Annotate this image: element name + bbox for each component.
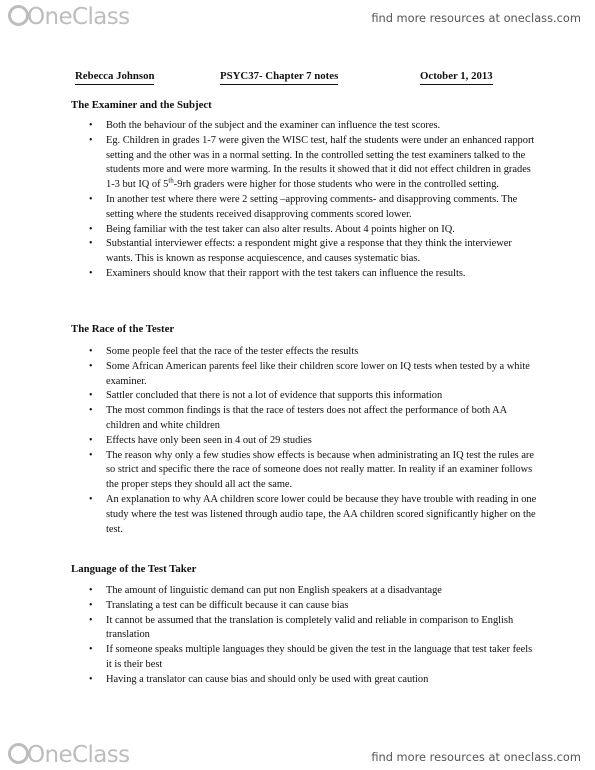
list-item: • The reason why only a few studies show effects is because when administrating an IQ test the rules are so strict and specific there the race of someone does not really matter. In reality if an examiner follows the proper steps they should all act the same.	[89, 449, 535, 491]
bullet-icon: •	[89, 390, 93, 402]
bullet-icon: •	[89, 449, 93, 461]
oneclass-logo[interactable]	[8, 4, 130, 30]
list-item: • If someone speaks multiple languages they should be given the test in the language that test taker feels it is their best	[89, 644, 533, 670]
list-item: • Both the behaviour of the subject and the examiner can influence the test scores.	[70, 119, 540, 134]
bullet-icon: •	[89, 405, 93, 417]
bullet-icon: •	[89, 493, 93, 505]
author-name: Rebecca Johnson	[75, 69, 154, 85]
wisc-study-text: Eg. Children in grades 1-7 were given the WISC test, half the students were under an enhanced rapport setting and the other was in a normal setting. In the controlled setting the test examiners talked to the students more and were more warming. In the results it showed that it did not effect children in grades 1-3 but IQ of 5th-9rh graders were higher for those students who were in the controlled setting.	[106, 134, 535, 191]
logo-ring-icon	[8, 743, 29, 764]
bullet-icon: •	[89, 360, 93, 372]
list-item: • Sattler concluded that there is not a lot of evidence that supports this information	[70, 389, 540, 404]
bullet-icon: •	[89, 614, 93, 626]
course-title: PSYC37- Chapter 7 notes	[220, 69, 338, 85]
top-banner	[0, 0, 595, 40]
resources-link[interactable]: find more resources at oneclass.com	[371, 11, 581, 25]
bullet-icon: •	[89, 238, 93, 250]
list-item: • The amount of linguistic demand can put non English speakers at a disadvantage	[70, 584, 540, 599]
bullet-icon: •	[89, 134, 93, 146]
list-item: • Examiners should know that their rapport with the test takers can influence the results.	[70, 267, 540, 282]
bullet-icon: •	[89, 223, 93, 235]
list-item: • The most common findings is that the race of testers does not affect the performance of both AA children and white children	[89, 405, 507, 431]
list-item: • An explanation to why AA children score lower could be because they have trouble with reading in one study where the test was listened through audio tape, the AA children scored significantly higher on the test.	[89, 493, 537, 535]
bullet-icon: •	[89, 644, 93, 656]
bullet-icon: •	[89, 599, 93, 611]
logo-text: OneClass	[27, 4, 130, 30]
notes-date: October 1, 2013	[420, 69, 493, 85]
list-item: • In another test where there were 2 setting –approving comments- and disapproving comments. The setting where the students received disapproving comments scored lower.	[89, 193, 518, 220]
notes-header	[0, 69, 595, 85]
list-item: • Translating a test can be difficult because it can cause bias	[70, 599, 540, 614]
bullet-icon: •	[89, 193, 93, 205]
logo-ring-icon	[8, 5, 29, 26]
list-item: • Having a translator can cause bias and should only be used with great caution	[70, 673, 540, 688]
list-item: • Being familiar with the test taker can also alter results. About 4 points higher on IQ.	[70, 223, 540, 238]
bullet-list	[70, 584, 540, 688]
bullet-list	[70, 119, 540, 282]
bullet-icon: •	[89, 267, 93, 279]
list-item: • It cannot be assumed that the translation is completely valid and reliable in comparison to English translation	[89, 614, 514, 641]
list-item: • Substantial interviewer effects: a respondent might give a response that they think the interviewer wants. This is known as response acquiescence, and causes systematic bias.	[89, 238, 512, 265]
section-heading: Language of the Test Taker	[71, 563, 197, 575]
bullet-list	[70, 345, 540, 537]
list-item: • Some people feel that the race of the tester effects the results	[70, 345, 540, 360]
section-heading: The Race of the Tester	[71, 323, 175, 335]
list-item: • Some African American parents feel like their children score lower on IQ tests when tested by a white examiner.	[89, 360, 530, 387]
bottom-banner	[0, 728, 595, 770]
bullet-icon: •	[89, 585, 93, 596]
bullet-icon: •	[89, 120, 93, 131]
bullet-icon: •	[89, 434, 93, 446]
list-item	[70, 134, 540, 193]
resources-link[interactable]: find more resources at oneclass.com	[371, 750, 581, 764]
section-heading: The Examiner and the Subject	[71, 99, 212, 111]
oneclass-logo[interactable]	[8, 742, 130, 768]
logo-text: OneClass	[27, 742, 130, 768]
bullet-icon: •	[89, 673, 93, 685]
bullet-icon: •	[89, 346, 93, 357]
list-item: • Effects have only been seen in 4 out of 29 studies	[70, 434, 540, 449]
